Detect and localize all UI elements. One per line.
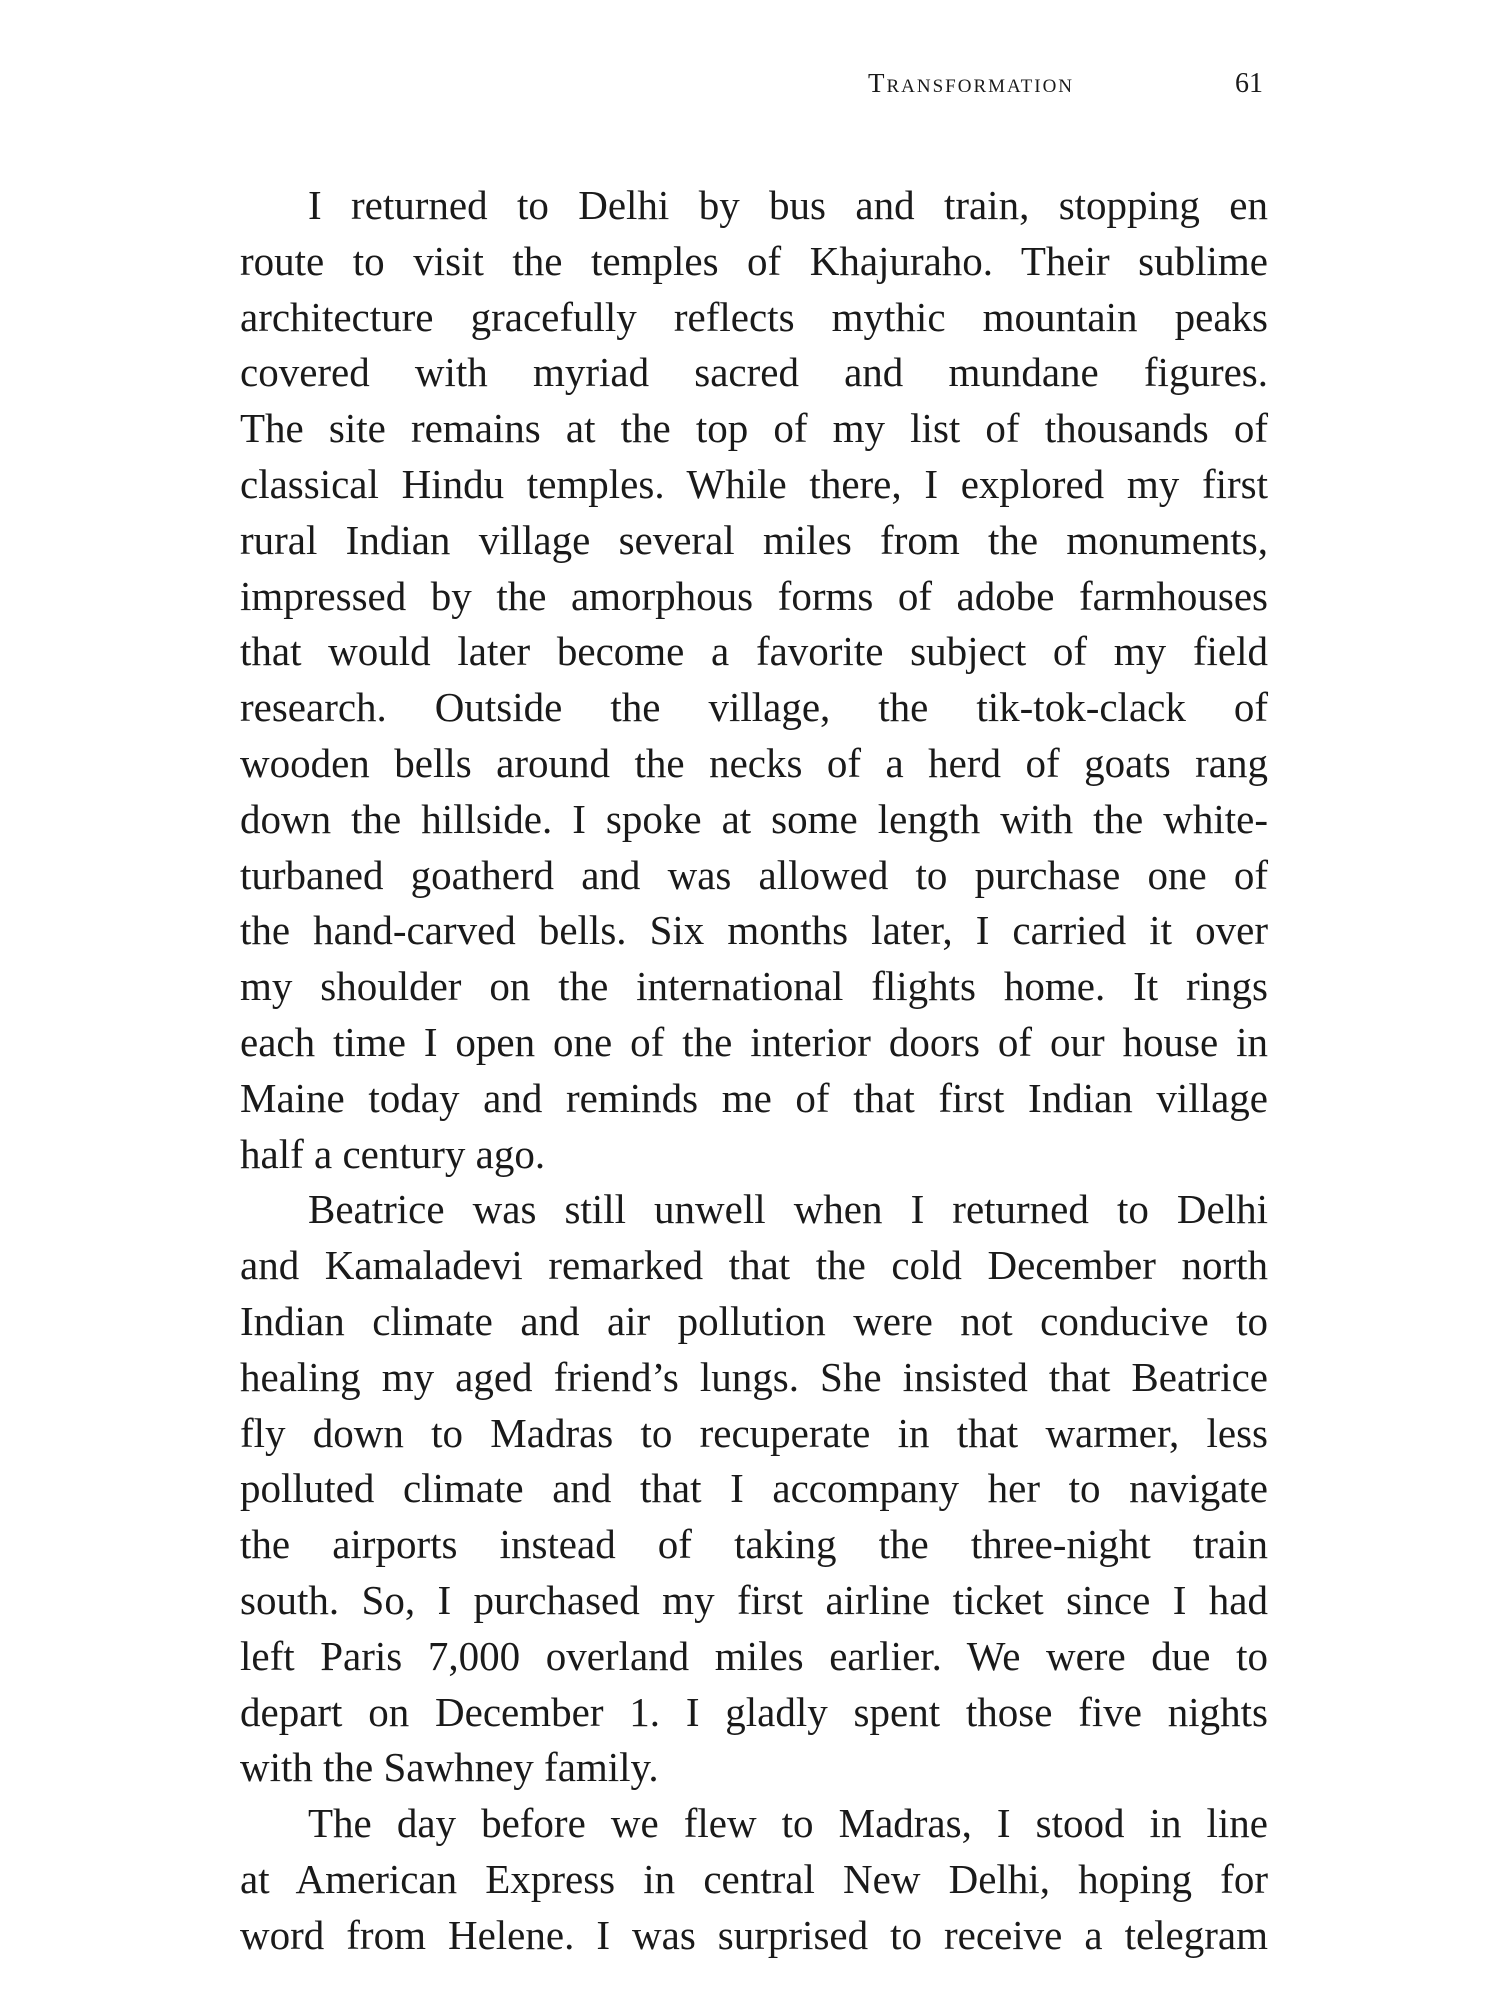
text-line: Indian climate and air pollution were not conducive to	[240, 1297, 1268, 1344]
text-line: the airports instead of taking the three-night train	[240, 1521, 1268, 1568]
text-line: polluted climate and that I accompany her to navigate	[240, 1465, 1268, 1512]
text-line: each time I open one of the interior doors of our house in	[240, 1018, 1268, 1065]
text-line: healing my aged friend’s lungs. She insisted that Beatrice	[240, 1353, 1268, 1400]
text-line: rural Indian village several miles from the monuments,	[240, 516, 1268, 563]
text-line: classical Hindu temples. While there, I explored my first	[240, 460, 1268, 507]
text-line: Maine today and reminds me of that first Indian village	[240, 1074, 1268, 1121]
text-line: with the Sawhney family.	[240, 1744, 659, 1791]
body-text	[240, 178, 1268, 1964]
running-head: Transformation	[868, 68, 1075, 98]
text-line: architecture gracefully reflects mythic mountain peaks	[240, 293, 1268, 340]
text-line: fly down to Madras to recuperate in that warmer, less	[240, 1409, 1268, 1456]
page-number: 61	[1235, 68, 1263, 99]
text-line: research. Outside the village, the tik-tok-clack of	[240, 684, 1268, 731]
text-line: down the hillside. I spoke at some length with the white-	[240, 795, 1268, 842]
text-line: half a century ago.	[240, 1130, 546, 1177]
text-line: and Kamaladevi remarked that the cold December north	[240, 1242, 1268, 1289]
text-line: Beatrice was still unwell when I returned to Delhi	[308, 1186, 1268, 1233]
text-line: The day before we flew to Madras, I stood in line	[308, 1800, 1268, 1847]
text-line: south. So, I purchased my first airline ticket since I had	[240, 1576, 1268, 1623]
text-line: wooden bells around the necks of a herd of goats rang	[240, 739, 1268, 786]
text-line: covered with myriad sacred and mundane figures.	[240, 349, 1268, 396]
page-header	[0, 68, 1500, 108]
text-line: at American Express in central New Delhi, hoping for	[240, 1855, 1268, 1902]
text-line: impressed by the amorphous forms of adobe farmhouses	[240, 572, 1268, 619]
text-line: word from Helene. I was surprised to receive a telegram	[240, 1911, 1268, 1958]
text-line: left Paris 7,000 overland miles earlier. We were due to	[240, 1632, 1268, 1679]
text-line: I returned to Delhi by bus and train, stopping en	[308, 182, 1268, 228]
text-line: the hand-carved bells. Six months later, I carried it over	[240, 907, 1268, 954]
text-line: The site remains at the top of my list of thousands of	[240, 405, 1268, 452]
text-line: my shoulder on the international flights home. It rings	[240, 963, 1268, 1010]
text-line: depart on December 1. I gladly spent those five nights	[240, 1688, 1268, 1735]
text-line: that would later become a favorite subject of my field	[240, 628, 1268, 675]
text-line: turbaned goatherd and was allowed to purchase one of	[240, 851, 1268, 898]
text-line: route to visit the temples of Khajuraho. Their sublime	[240, 237, 1268, 284]
